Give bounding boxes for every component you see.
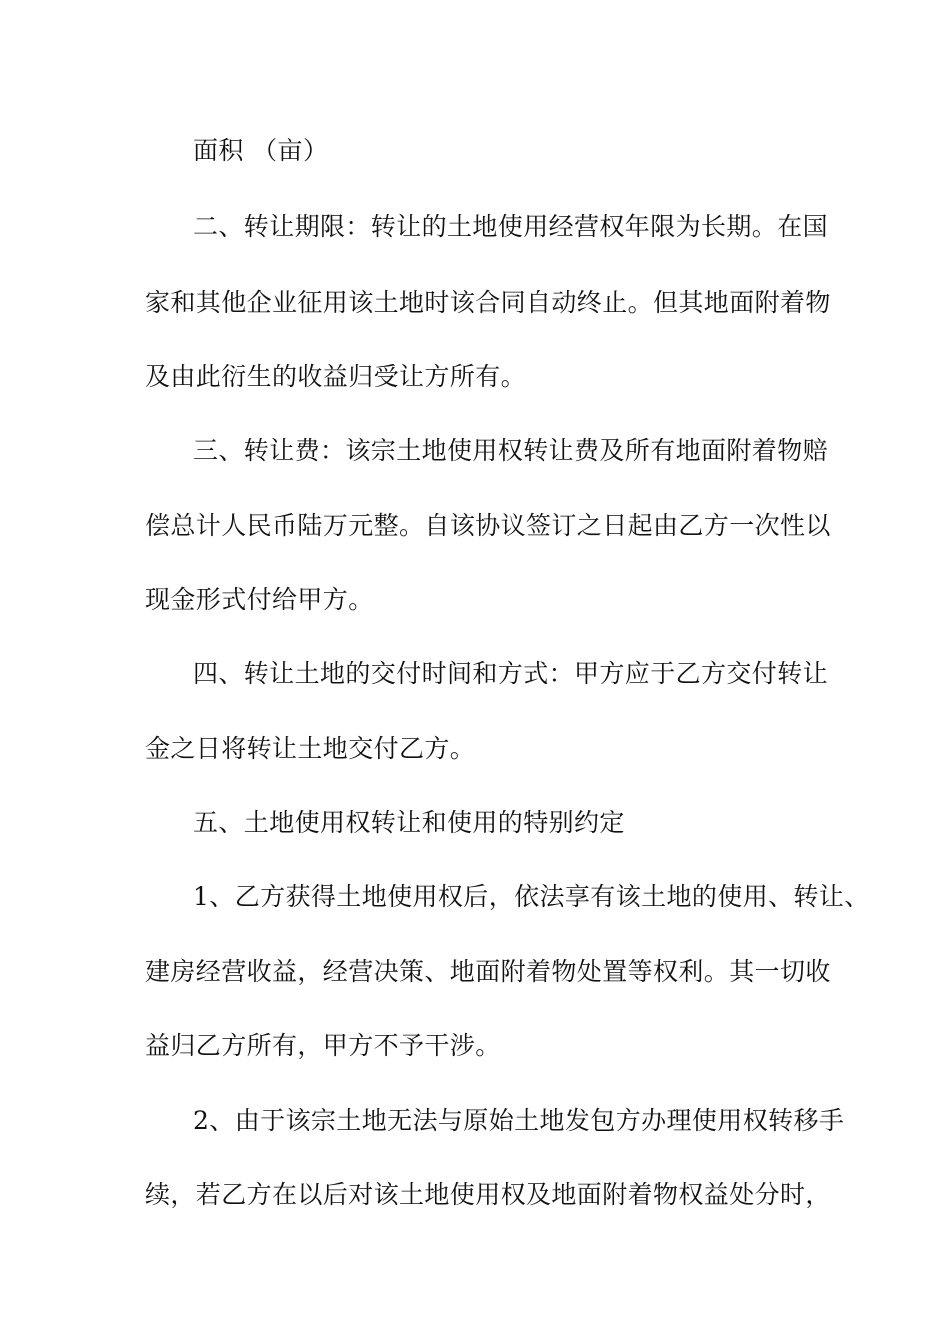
item-2-line-2: 续，若乙方在以后对该土地使用权及地面附着物权益处分时，: [145, 1180, 831, 1209]
item-2-line-1: 2、由于该宗土地无法与原始土地发包方办理使用权转移手: [193, 1106, 845, 1135]
item-1-line-3: 益归乙方所有，甲方不予干涉。: [145, 1031, 501, 1060]
clause-3-line-2: 偿总计人民币陆万元整。自该协议签订之日起由乙方一次性以: [145, 511, 831, 540]
area-line: 面积 （亩）: [193, 136, 329, 165]
clause-3-line-1: 三、转让费：该宗土地使用权转让费及所有地面附着物赔: [193, 436, 829, 465]
item-1-line-2: 建房经营收益，经营决策、地面附着物处置等权利。其一切收: [145, 957, 831, 986]
clause-5-heading: 五、土地使用权转让和使用的特别约定: [193, 808, 625, 837]
clause-2-line-2: 家和其他企业征用该土地时该合同自动终止。但其地面附着物: [145, 288, 831, 317]
clause-4-line-2: 金之日将转让土地交付乙方。: [145, 734, 476, 763]
clause-4-line-1: 四、转让土地的交付时间和方式：甲方应于乙方交付转让: [193, 659, 829, 688]
item-1-line-1: 1、乙方获得土地使用权后，依法享有该土地的使用、转让、: [193, 882, 870, 911]
clause-3-line-3: 现金形式付给甲方。: [145, 585, 374, 614]
clause-2-line-1: 二、转让期限：转让的土地使用经营权年限为长期。在国: [193, 212, 829, 241]
clause-2-line-3: 及由此衍生的收益归受让方所有。: [145, 362, 527, 391]
